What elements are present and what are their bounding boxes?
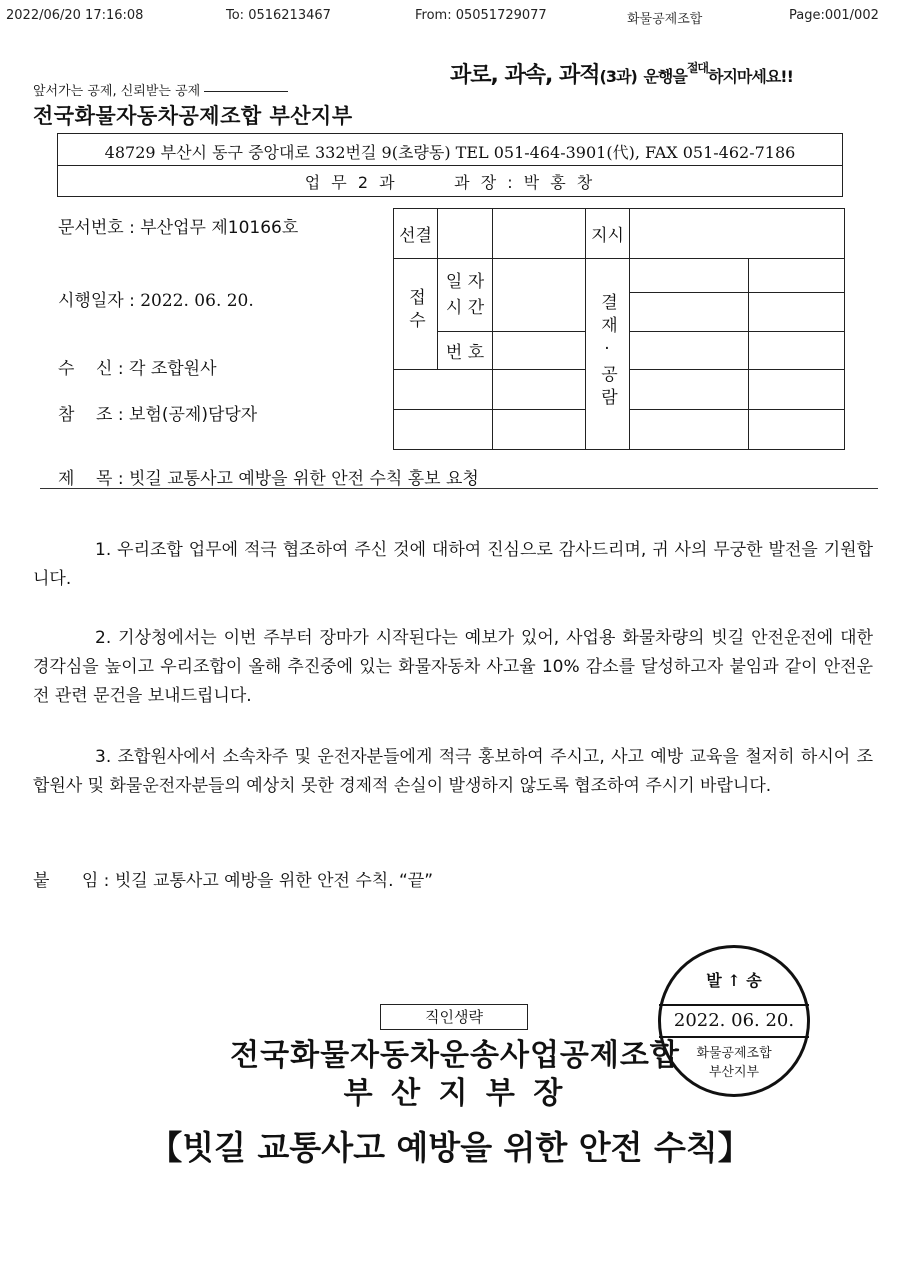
- stamp-date: 2022. 06. 20.: [673, 1010, 795, 1031]
- paragraph-1: 1. 우리조합 업무에 적극 협조하여 주신 것에 대하여 진심으로 감사드리며, 귀 사의 무궁한 발전을 기원합니다.: [33, 540, 873, 589]
- stamp-dispatch-label: 발 ↑ 송: [706, 971, 762, 990]
- slogan-three-label: (3과): [599, 67, 637, 86]
- decision-cell: [586, 259, 630, 450]
- instruction-cell: 지시: [586, 209, 630, 259]
- number-label: 번 호: [438, 331, 493, 369]
- manager: 과 장 : 박 홍 창: [454, 173, 596, 192]
- letterhead-org-name: 전국화물자동차공제조합 부산지부: [33, 104, 353, 128]
- slogan-left-text: 앞서가는 공제, 신뢰받는 공제: [33, 84, 201, 99]
- fax-datetime: 2022/06/20 17:16:08: [6, 8, 144, 23]
- footer-org-name: 전국화물자동차운송사업공제조합: [230, 1038, 680, 1073]
- attachment-title: 【빗길 교통사고 예방을 위한 안전 수칙】: [149, 1128, 751, 1167]
- subject-label: 제 목 :: [58, 469, 124, 489]
- fax-from: From: 05051729077: [415, 8, 547, 23]
- address-box: [57, 133, 843, 197]
- seal-omitted-box: 직인생략: [380, 1004, 528, 1030]
- subject-field: [58, 464, 479, 489]
- slogan-operate: 운행을: [643, 67, 687, 86]
- department: 업 무 2 과: [304, 173, 398, 192]
- doc-number-field: [58, 213, 298, 238]
- paragraph-2: 2. 기상청에서는 이번 주부터 장마가 시작된다는 예보가 있어, 사업용 화물차량의 빗길 안전운전에 대한 경각심을 높이고 우리조합이 올해 추진중에 있는 화물자동차 사고율 10% 감소를 달성하고자 붙임과 같이 안전운전 관련 문건을 보내드립니다.: [33, 628, 873, 706]
- address-line: 48729 부산시 동구 중앙대로 332번길 9(초량동) TEL 051-464-3901(代), FAX 051-462-7186: [104, 143, 796, 162]
- stamp-branch: 부산지부: [708, 1065, 760, 1080]
- date-field: [58, 286, 254, 311]
- reference-label: 참 조 :: [58, 405, 124, 425]
- reference: 보험(공제)담당자: [129, 405, 258, 425]
- slogan-left: [33, 80, 288, 99]
- fax-page: Page:001/002: [789, 8, 879, 23]
- footer-branch-head: 부 산 지 부 장: [343, 1076, 567, 1111]
- datetime-label: 일 자 시 간: [438, 259, 493, 331]
- department-line: [58, 170, 842, 193]
- subject: 빗길 교통사고 예방을 위한 안전 수칙 홍보 요청: [129, 469, 479, 489]
- recipient-field: [58, 354, 217, 379]
- pre-decision-cell: 선결: [394, 209, 438, 259]
- doc-number: 부산업무 제10166호: [140, 218, 299, 238]
- attachment-field: [33, 866, 433, 891]
- date-label: 시행일자 :: [58, 291, 135, 311]
- dispatch-stamp: [658, 945, 810, 1097]
- date-value: 2022. 06. 20.: [140, 291, 254, 311]
- doc-number-label: 문서번호 :: [58, 218, 135, 238]
- decision-label: 결재·공람: [597, 292, 617, 411]
- fax-to: To: 0516213467: [226, 8, 331, 23]
- recipient-label: 수 신 :: [58, 359, 124, 379]
- fax-sender: 화물공제조합: [627, 12, 703, 27]
- slogan-three-over: 과로, 과속, 과적: [450, 63, 600, 88]
- approval-table: [393, 208, 845, 450]
- recipient: 각 조합원사: [129, 359, 217, 379]
- receipt-cell: [394, 259, 438, 369]
- receipt-label: 접수: [405, 288, 425, 335]
- slogan-never: 절대: [686, 61, 708, 75]
- subject-divider: [40, 488, 878, 489]
- paragraph-3: 3. 조합원사에서 소속차주 및 운전자분들에게 적극 홍보하여 주시고, 사고 예방 교육을 철저히 하시어 조합원사 및 화물운전자분들의 예상치 못한 경제적 손실이 발생하지 않도록 협조하여 주시기 바랍니다.: [33, 747, 873, 796]
- reference-field: [58, 400, 257, 425]
- stamp-org: 화물공제조합: [696, 1046, 772, 1061]
- slogan-dont: 하지마세요!!: [708, 67, 793, 86]
- slogan-right: [450, 58, 793, 89]
- attachment: 빗길 교통사고 예방을 위한 안전 수칙. “끝”: [114, 871, 434, 891]
- attachment-label: 붙 임 :: [33, 871, 110, 891]
